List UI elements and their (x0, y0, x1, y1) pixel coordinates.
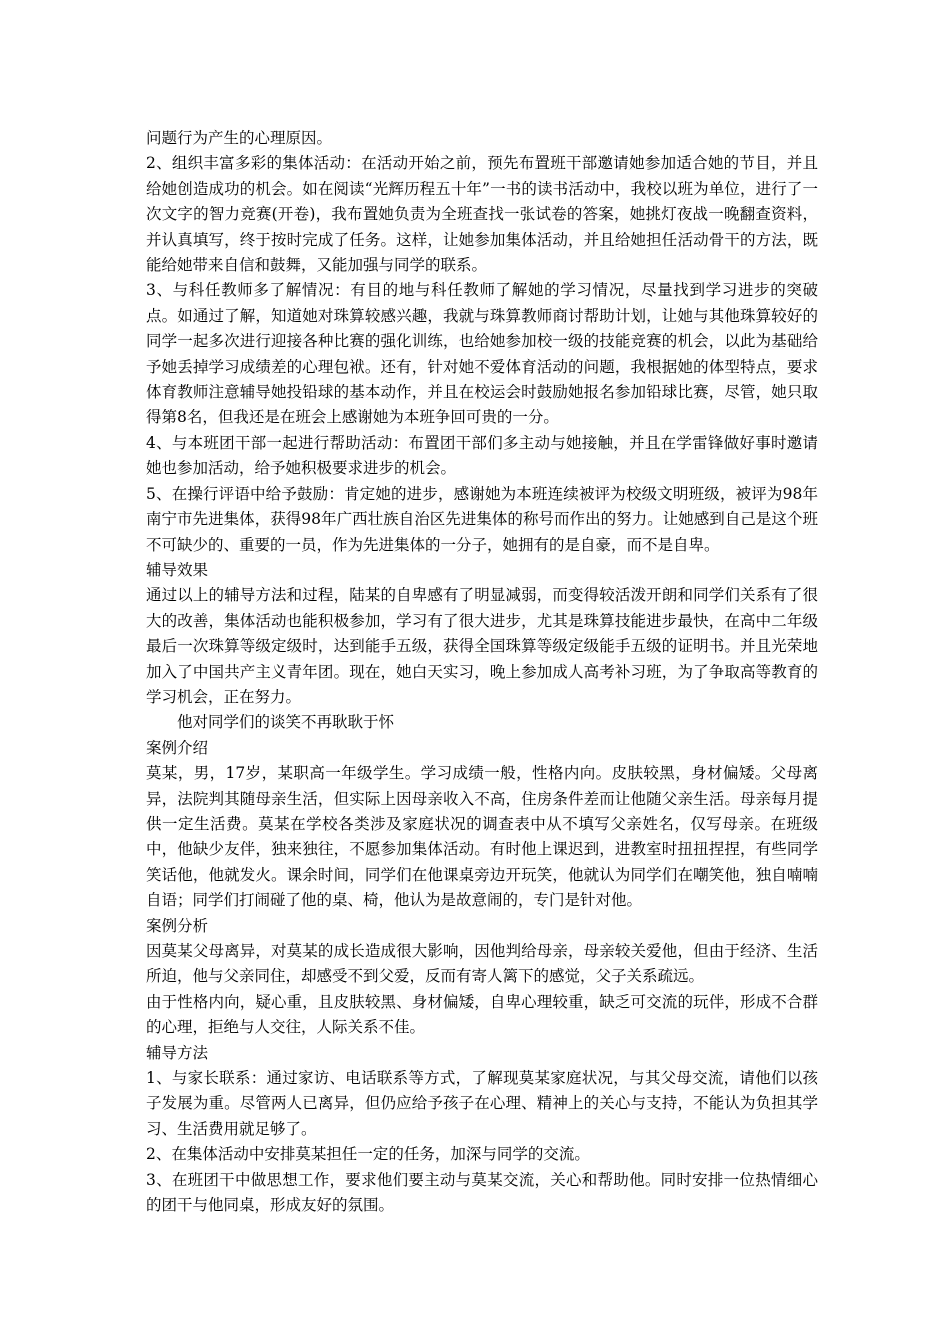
paragraph-method-3: 3、与科任教师多了解情况：有目的地与科任教师了解她的学习情况，尽量找到学习进步的突破点。如通过了解，知道她对珠算较感兴趣，我就与珠算教师商讨帮助计划，让她与其他珠算较好的同学一起多次进行迎接各种比赛的强化训练，也给她参加校一级的技能竞赛的机会，以此为基础给予她丢掉学习成绩差的心理包袱。还有，针对她不爱体育活动的问题，我根据她的体型特点，要求体育教师注意辅导她投铅球的基本动作，并且在校运会时鼓励她报名参加铅球比赛，尽管，她只取得第8名，但我还是在班会上感谢她为本班争回可贵的一分。 (146, 281, 818, 427)
heading-counseling-method: 辅导方法 (146, 1043, 209, 1062)
heading-counseling-effect: 辅导效果 (146, 560, 209, 579)
paragraph-case-intro: 莫某，男，17岁，某职高一年级学生。学习成绩一般，性格内向。皮肤较黑，身材偏矮。父母离异，法院判其随母亲生活，但实际上因母亲收入不高，住房条件差而让他随父亲生活。母亲每月提供一定生活费。莫某在学校各类涉及家庭状况的调查表中从不填写父亲姓名，仅写母亲。在班级中，他缺少友伴，独来独往，不愿参加集体活动。有时他上课迟到，进教室时扭扭捏捏，有些同学笑话他，他就发火。课余时间，同学们在他课桌旁边开玩笑，他就认为同学们在嘲笑他，独自喃喃自语；同学们打闹碰了他的桌、椅，他认为是故意闹的，专门是针对他。 (146, 764, 818, 910)
document-body (146, 126, 818, 1218)
paragraph-method-b3: 3、在班团干中做思想工作，要求他们要主动与莫某交流，关心和帮助他。同时安排一位热情细心的团干与他同桌，形成友好的氛围。 (146, 1170, 818, 1215)
paragraph-analysis-2: 由于性格内向，疑心重，且皮肤较黑、身材偏矮，自卑心理较重，缺乏可交流的玩伴，形成不合群的心理，拒绝与人交往，人际关系不佳。 (146, 992, 818, 1037)
paragraph-method-b2: 2、在集体活动中安排莫某担任一定的任务，加深与同学的交流。 (146, 1145, 590, 1164)
paragraph-effect: 通过以上的辅导方法和过程，陆某的自卑感有了明显减弱，而变得较活泼开朗和同学们关系有了很大的改善，集体活动也能积极参加，学习有了很大进步，尤其是珠算技能进步最快，在高中二年级最后一次珠算等级定级时，达到能手五级，获得全国珠算等级定级能手五级的证明书。并且光荣地加入了中国共产主义青年团。现在，她白天实习，晚上参加成人高考补习班，为了争取高等教育的学习机会，正在努力。 (146, 586, 818, 706)
paragraph-method-4: 4、与本班团干部一起进行帮助活动：布置团干部们多主动与她接触，并且在学雷锋做好事时邀请她也参加活动，给予她积极要求进步的机会。 (146, 433, 818, 478)
paragraph-method-b1: 1、与家长联系：通过家访、电话联系等方式，了解现莫某家庭状况，与其父母交流，请他们以孩子发展为重。尽管两人已离异，但仍应给予孩子在心理、精神上的关心与支持，不能认为负担其学习、生活费用就足够了。 (146, 1069, 818, 1138)
paragraph-method-5: 5、在操行评语中给予鼓励：肯定她的进步，感谢她为本班连续被评为校级文明班级，被评为98年南宁市先进集体，获得98年广西壮族自治区先进集体的称号而作出的努力。让她感到自己是这个班不可缺少的、重要的一员，作为先进集体的一分子，她拥有的是自豪，而不是自卑。 (146, 484, 818, 554)
case-title: 他对同学们的谈笑不再耿耿于怀 (177, 713, 395, 732)
paragraph-analysis-1: 因莫某父母离异，对莫某的成长造成很大影响，因他判给母亲，母亲较关爱他，但由于经济、生活所迫，他与父亲同住，却感受不到父爱，反而有寄人篱下的感觉，父子关系疏远。 (146, 942, 818, 986)
paragraph-cause-ending: 问题行为产生的心理原因。 (146, 129, 333, 147)
paragraph-method-2: 2、组织丰富多彩的集体活动：在活动开始之前，预先布置班干部邀请她参加适合她的节目，并且给她创造成功的机会。如在阅读“光辉历程五十年”一书的读书活动中，我校以班为单位，进行了一次文字的智力竞赛(开卷)，我布置她负责为全班查找一张试卷的答案，她挑灯夜战一晚翻查资料，并认真填写，终于按时完成了任务。这样，让她参加集体活动，并且给她担任活动骨干的方法，既能给她带来自信和鼓舞，又能加强与同学的联系。 (146, 154, 818, 275)
heading-case-analysis: 案例分析 (146, 916, 209, 935)
heading-case-intro: 案例介绍 (146, 738, 209, 757)
